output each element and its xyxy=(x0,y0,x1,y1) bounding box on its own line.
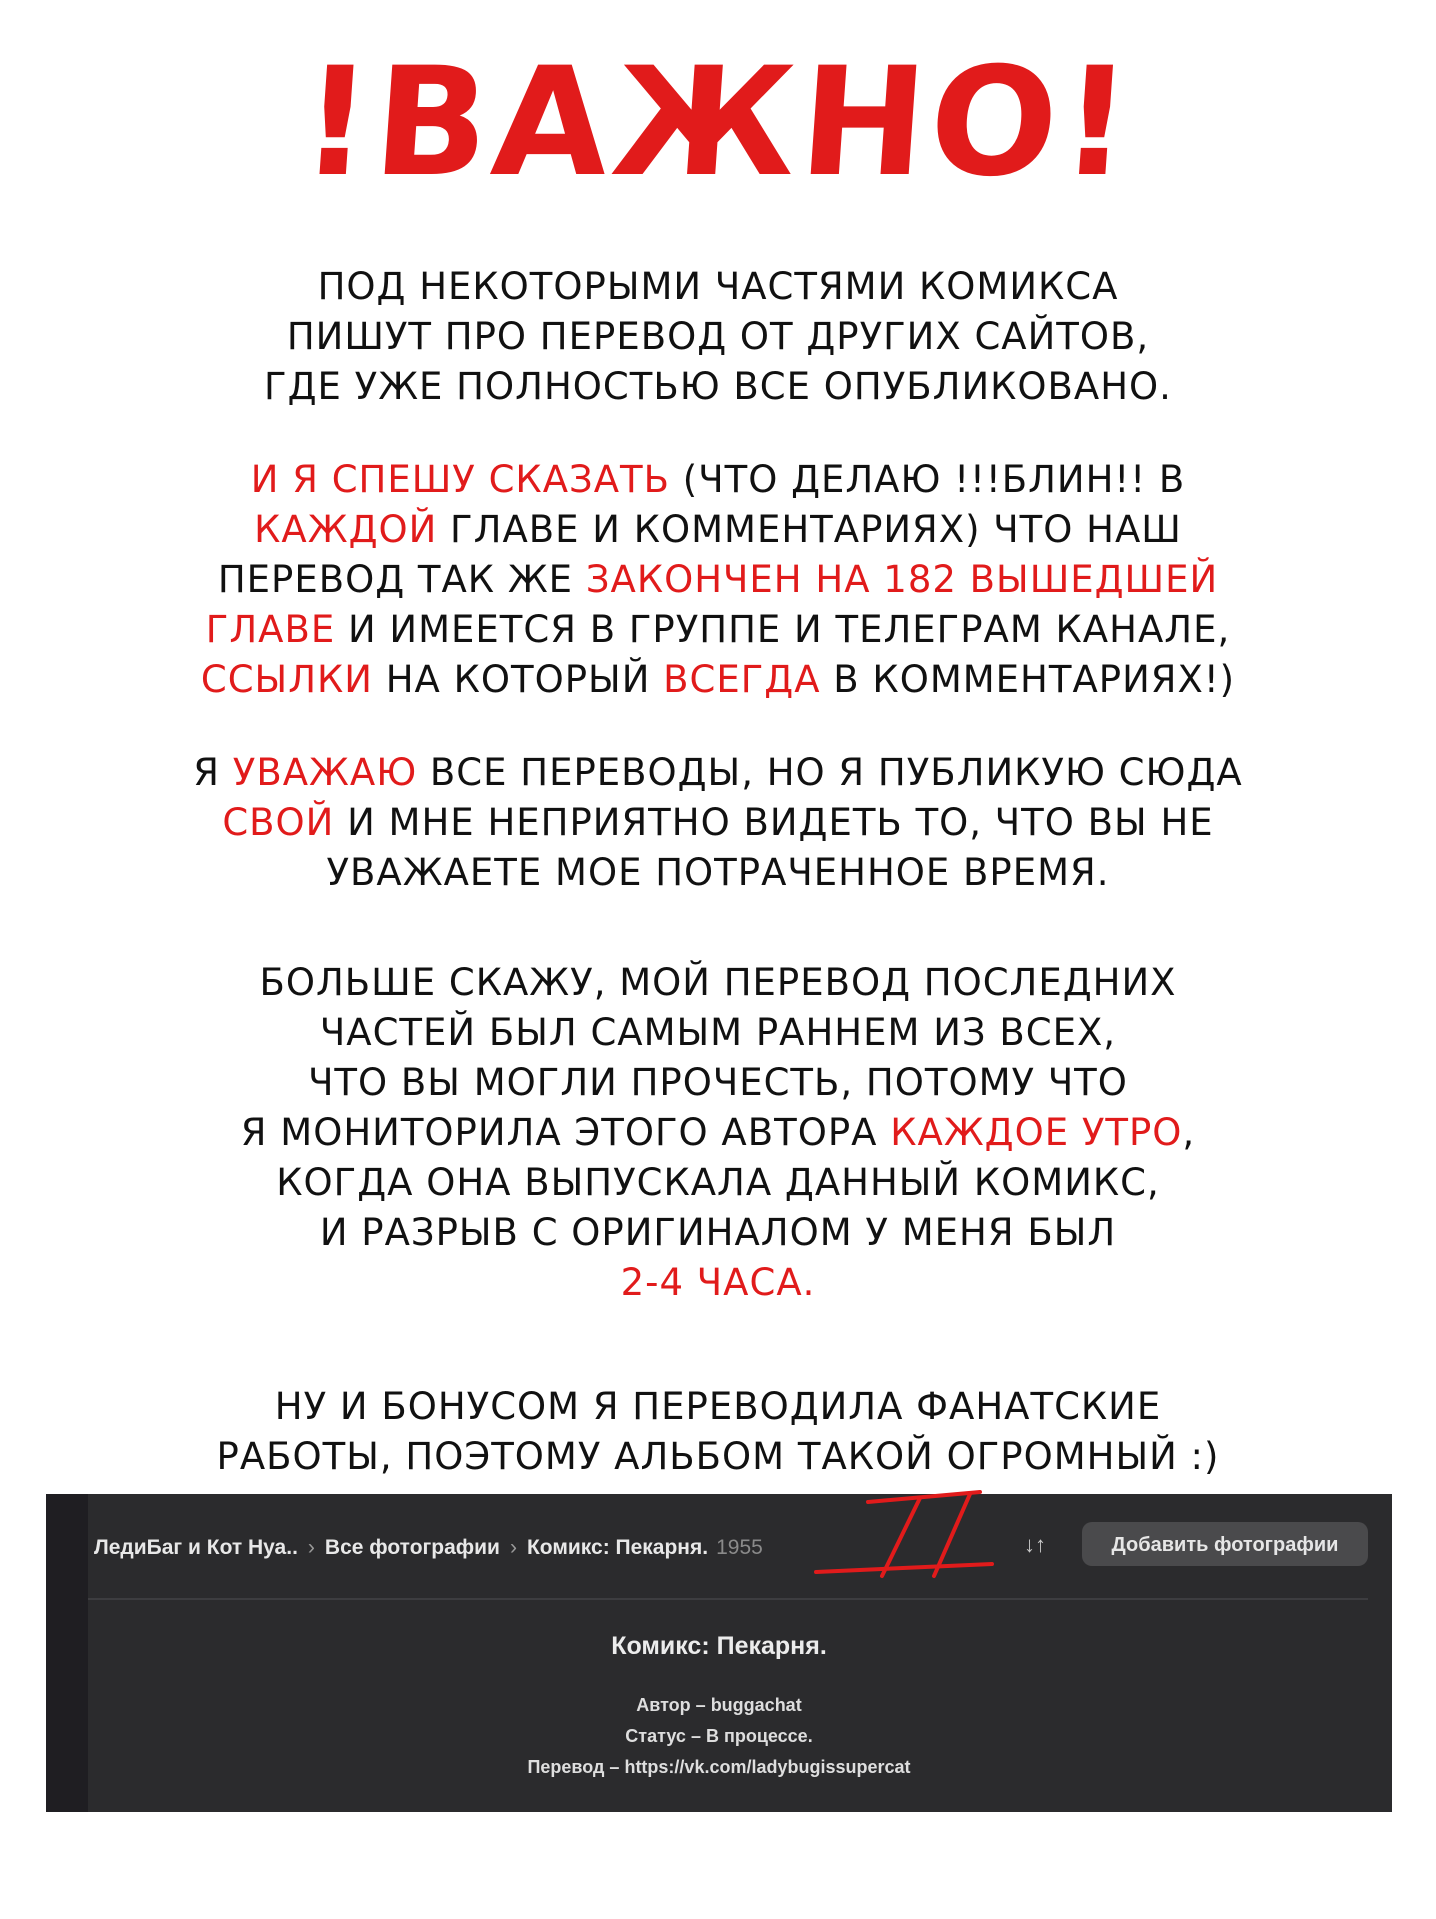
paragraph-3-line: УВАЖАЕТЕ МОЕ ПОТРАЧЕННОЕ ВРЕМЯ. xyxy=(326,851,1110,894)
paragraph-4-line: И РАЗРЫВ С ОРИГИНАЛОМ У МЕНЯ БЫЛ xyxy=(319,1211,1117,1254)
red-highlight-mark xyxy=(810,1484,1000,1584)
text: В КОММЕНТАРИЯХ!) xyxy=(820,658,1236,701)
paragraph-5-line: РАБОТЫ, ПОЭТОМУ АЛЬБОМ ТАКОЙ ОГРОМНЫЙ :) xyxy=(216,1435,1220,1478)
paragraph-1 xyxy=(60,262,1376,412)
sort-icon[interactable]: ↓↑ xyxy=(1024,1532,1046,1557)
paragraph-2-line xyxy=(60,605,1376,655)
text: НА КОТОРЫЙ xyxy=(372,658,664,701)
paragraph-3 xyxy=(60,748,1376,898)
paragraph-3-line xyxy=(60,798,1376,848)
highlight-text: КАЖДОЕ УТРО xyxy=(890,1111,1183,1154)
paragraph-2-line xyxy=(60,505,1376,555)
highlight-text: ССЫЛКИ xyxy=(200,658,373,701)
highlight-text: КАЖДОЙ xyxy=(254,508,438,551)
paragraph-4-line-highlight: 2-4 ЧАСА. xyxy=(620,1261,816,1304)
paragraph-2-line xyxy=(60,555,1376,605)
chevron-right-icon: › xyxy=(307,1536,315,1559)
breadcrumb-item-group[interactable]: ЛедиБаг и Кот Нуа.. xyxy=(94,1536,298,1559)
text: Я xyxy=(193,751,233,794)
text: Я МОНИТОРИЛА ЭТОГО АВТОРА xyxy=(240,1111,891,1154)
paragraph-4-line: КОГДА ОНА ВЫПУСКАЛА ДАННЫЙ КОМИКС, xyxy=(276,1161,1160,1204)
text: И МНЕ НЕПРИЯТНО ВИДЕТЬ ТО, ЧТО ВЫ НЕ xyxy=(334,801,1214,844)
highlight-text: ГЛАВЕ xyxy=(205,608,336,651)
paragraph-2-line xyxy=(60,655,1376,705)
paragraph-3-line xyxy=(60,748,1376,798)
breadcrumb-item-all-photos[interactable]: Все фотографии xyxy=(324,1536,500,1559)
album-title: Комикс: Пекарня. xyxy=(611,1632,827,1660)
album-screenshot xyxy=(46,1494,1392,1812)
highlight-text: ЗАКОНЧЕН НА 182 ВЫШЕДШЕЙ xyxy=(585,558,1219,601)
highlight-text: УВАЖАЮ xyxy=(232,751,418,794)
paragraph-5-line: НУ И БОНУСОМ Я ПЕРЕВОДИЛА ФАНАТСКИЕ xyxy=(274,1385,1162,1428)
album-description-line: Автор – buggachat xyxy=(636,1695,802,1715)
text: ПЕРЕВОД ТАК ЖЕ xyxy=(217,558,586,601)
chevron-right-icon: › xyxy=(509,1536,517,1559)
photo-count: 1955 xyxy=(716,1536,763,1559)
highlight-text: И Я СПЕШУ СКАЗАТЬ xyxy=(250,458,671,501)
warning-title: !ВАЖНО! xyxy=(295,36,1141,210)
breadcrumb-item-album: Комикс: Пекарня. xyxy=(526,1536,709,1559)
text: И ИМЕЕТСЯ В ГРУППЕ И ТЕЛЕГРАМ КАНАЛЕ, xyxy=(335,608,1231,651)
paragraph-1-line: ПИШУТ ПРО ПЕРЕВОД ОТ ДРУГИХ САЙТОВ, xyxy=(286,315,1150,358)
paragraph-1-line: ПОД НЕКОТОРЫМИ ЧАСТЯМИ КОМИКСА xyxy=(317,265,1119,308)
paragraph-4 xyxy=(60,958,1376,1308)
text: , xyxy=(1182,1111,1196,1154)
album-description xyxy=(46,1690,1392,1783)
paragraph-4-line: ЧТО ВЫ МОГЛИ ПРОЧЕСТЬ, ПОТОМУ ЧТО xyxy=(308,1061,1128,1104)
paragraph-2-line xyxy=(60,455,1376,505)
text: ВСЕ ПЕРЕВОДЫ, НО Я ПУБЛИКУЮ СЮДА xyxy=(417,751,1243,794)
text: (ЧТО ДЕЛАЮ !!!БЛИН!! В xyxy=(670,458,1186,501)
paragraph-5 xyxy=(60,1382,1376,1482)
paragraph-1-line: ГДЕ УЖЕ ПОЛНОСТЬЮ ВСЕ ОПУБЛИКОВАНО. xyxy=(264,365,1172,408)
divider xyxy=(88,1598,1368,1600)
highlight-text: ВСЕГДА xyxy=(663,658,821,701)
highlight-text: СВОЙ xyxy=(222,801,335,844)
paragraph-4-line: БОЛЬШЕ СКАЖУ, МОЙ ПЕРЕВОД ПОСЛЕДНИХ xyxy=(259,961,1177,1004)
album-description-line: Статус – В процессе. xyxy=(625,1726,813,1746)
album-description-line: Перевод – https://vk.com/ladybugissupercat xyxy=(527,1757,911,1777)
text: ГЛАВЕ И КОММЕНТАРИЯХ) ЧТО НАШ xyxy=(437,508,1182,551)
add-photos-button[interactable]: Добавить фотографии xyxy=(1082,1522,1368,1566)
breadcrumb xyxy=(94,1534,763,1562)
paragraph-4-line xyxy=(60,1108,1376,1158)
paragraph-4-line: ЧАСТЕЙ БЫЛ САМЫМ РАННЕМ ИЗ ВСЕХ, xyxy=(319,1011,1117,1054)
paragraph-2 xyxy=(60,455,1376,705)
